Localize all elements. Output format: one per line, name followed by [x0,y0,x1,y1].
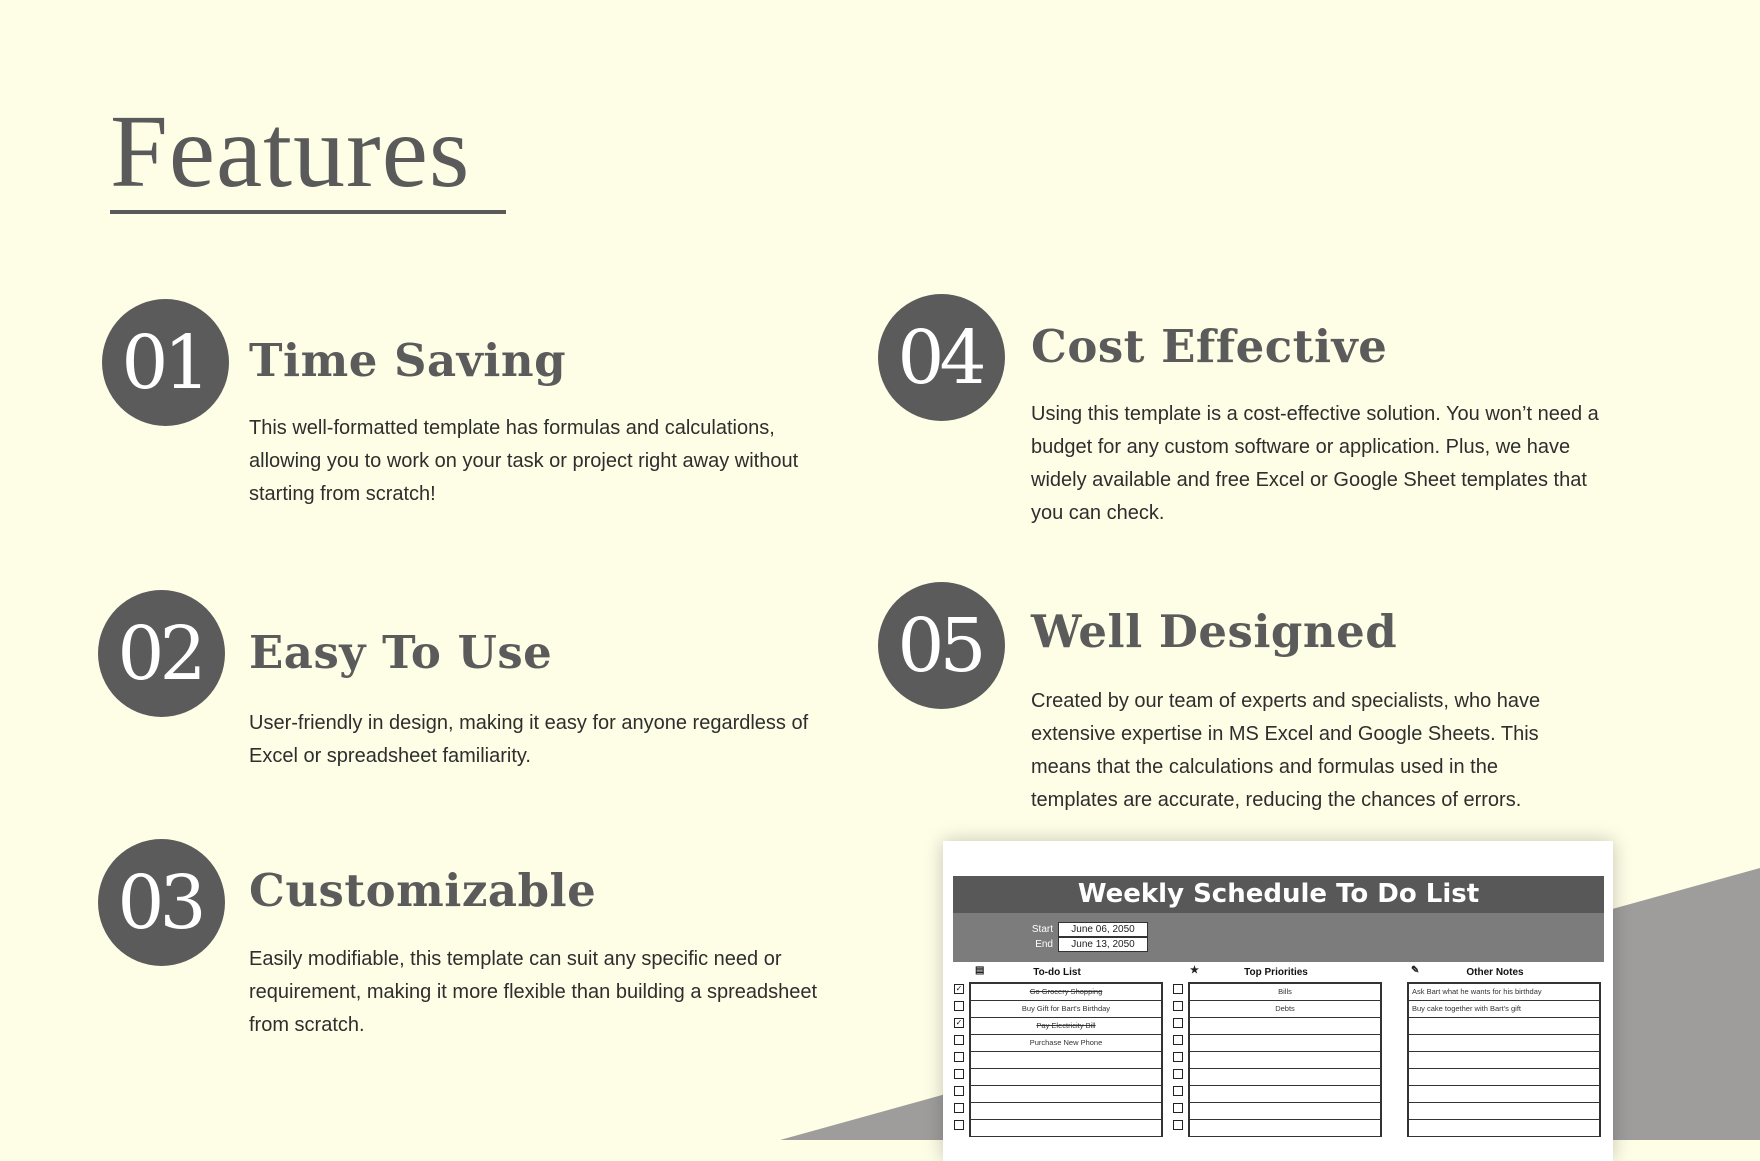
table-row [1409,1069,1599,1086]
todo-checkbox-7[interactable] [954,1086,964,1096]
template-preview [943,841,1613,1161]
preview-date-panel [953,913,1604,962]
todo-checkbox-2[interactable] [954,1001,964,1011]
todo-list-header [951,964,1163,982]
preview-title: Weekly Schedule To Do List [953,876,1604,913]
todo-checkbox-6[interactable] [954,1069,964,1079]
feature-title: Well Designed [1031,605,1398,658]
todo-checkboxes [954,984,964,1137]
table-row [1409,1035,1599,1052]
table-row [1409,1018,1599,1035]
todo-checkbox-3[interactable]: ✓ [955,1018,963,1027]
table-row [971,1052,1161,1069]
end-date-field: June 13, 2050 [1058,937,1148,952]
start-date-field: June 06, 2050 [1058,922,1148,937]
priority-checkbox-5[interactable] [1173,1052,1183,1062]
todo-list-header-label: To-do List [1033,967,1081,978]
priority-checkbox-6[interactable] [1173,1069,1183,1079]
other-notes-header-label: Other Notes [1466,967,1524,978]
todo-checkbox-9[interactable] [954,1120,964,1130]
clipboard-icon: ▤ [975,965,985,976]
table-row [1409,1120,1599,1137]
page-title: Features [110,94,471,209]
table-row: Go Grocery Shopping [971,984,1161,1001]
start-label: Start [1031,924,1053,935]
feature-description: Easily modifiable, this template can suit any specific need or requirement, making it more flexible than building a spreadsheet from scratch. [249,948,818,1036]
feature-title: Time Saving [249,334,567,387]
feature-title: Customizable [249,864,597,917]
start-date-row [953,922,1193,937]
table-row [971,1069,1161,1086]
feature-number-badge: 04 [878,294,1005,421]
feature-title: Easy To Use [249,626,553,679]
priority-checkbox-7[interactable] [1173,1086,1183,1096]
table-row [1190,1069,1380,1086]
feature-number-badge: 05 [878,582,1005,709]
priority-checkbox-2[interactable] [1173,1001,1183,1011]
table-row [1190,1120,1380,1137]
todo-list-column [951,964,1163,1137]
priority-checkbox-4[interactable] [1173,1035,1183,1045]
top-priorities-header [1170,964,1382,982]
priority-checkbox-8[interactable] [1173,1103,1183,1113]
table-row [1409,1052,1599,1069]
feature-number-badge: 02 [98,590,225,717]
table-row [1409,1086,1599,1103]
todo-checkbox-4[interactable] [954,1035,964,1045]
title-underline [110,210,506,214]
todo-checkbox-5[interactable] [954,1052,964,1062]
priority-checkboxes [1173,984,1183,1137]
table-row: Pay Electricity Bill [971,1018,1161,1035]
table-row: Bills [1190,984,1380,1001]
table-row: Buy cake together with Bart's gift [1409,1001,1599,1018]
note-icon: ✎ [1411,965,1420,976]
table-row: Debts [1190,1001,1380,1018]
feature-description: This well-formatted template has formulas and calculations, allowing you to work on your task or project right away without starting from scratch! [249,417,799,505]
feature-description: User-friendly in design, making it easy for anyone regardless of Excel or spreadsheet familiarity. [249,712,809,767]
table-row: Purchase New Phone [971,1035,1161,1052]
table-row [1409,1103,1599,1120]
table-row [971,1086,1161,1103]
priority-checkbox-1[interactable] [1173,984,1183,994]
feature-number-badge: 01 [102,299,229,426]
table-row [1190,1035,1380,1052]
table-row [1190,1052,1380,1069]
feature-description: Using this template is a cost-effective solution. You won’t need a budget for any custom software or application. Plus, we have widely available and free Excel or Google Sheet templates that you can check. [1031,403,1599,524]
table-row [1190,1018,1380,1035]
todo-checkbox-1[interactable]: ✓ [955,984,963,993]
feature-number-badge: 03 [98,839,225,966]
priority-rows [1188,982,1382,1137]
priority-checkbox-9[interactable] [1173,1120,1183,1130]
top-priorities-column [1170,964,1382,1137]
end-date-row [953,937,1193,952]
table-row: Buy Gift for Bart's Birthday [971,1001,1161,1018]
todo-checkbox-8[interactable] [954,1103,964,1113]
end-label: End [1035,939,1053,950]
feature-title: Cost Effective [1031,320,1388,373]
table-row [971,1120,1161,1137]
table-row [1190,1086,1380,1103]
other-notes-header [1389,964,1601,982]
priority-checkbox-3[interactable] [1173,1018,1183,1028]
feature-description: Created by our team of experts and specialists, who have extensive expertise in MS Excel and Google Sheets. This means that the calculations and formulas used in the templates are accurate, reducing the chances of errors. [1031,690,1541,811]
table-row: Ask Bart what he wants for his birthday [1409,984,1599,1001]
todo-rows [969,982,1163,1137]
notes-rows [1407,982,1601,1137]
star-icon: ★ [1190,965,1199,976]
top-priorities-header-label: Top Priorities [1244,967,1308,978]
table-row [1190,1103,1380,1120]
table-row [971,1103,1161,1120]
other-notes-column [1389,964,1601,1137]
